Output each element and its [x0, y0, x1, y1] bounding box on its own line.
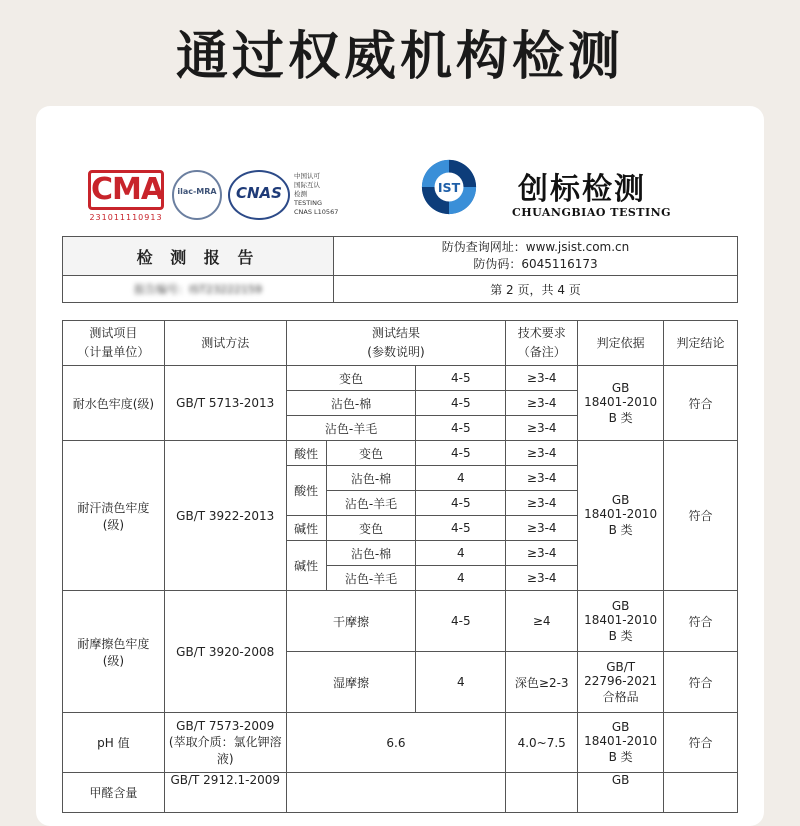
value-cell: 4-5 — [416, 416, 506, 441]
cma-logo — [88, 170, 164, 222]
method-line: GB/T 7573-2009 — [176, 718, 275, 733]
verify-url: 防伪查询网址：www.jsist.com.cn — [441, 240, 630, 254]
table-header-row — [63, 321, 738, 366]
item-line: (级) — [102, 517, 125, 532]
param-cell: 湿摩擦 — [286, 652, 416, 713]
item-sweat — [63, 441, 165, 591]
header-line: （计量单位） — [77, 345, 150, 359]
basis-line: GB — [611, 720, 630, 734]
basis-line: B 类 — [608, 628, 633, 643]
value-cell: 4 — [416, 652, 506, 713]
table-row — [63, 713, 738, 773]
param-cell: 变色 — [326, 516, 416, 541]
req-cell: ≥3-4 — [506, 516, 578, 541]
basis-line: GB — [611, 380, 630, 395]
table-row — [63, 591, 738, 652]
header-result — [286, 321, 506, 366]
req-cell: 4.0~7.5 — [506, 713, 578, 773]
table-row — [63, 441, 738, 466]
basis-line: GB — [611, 493, 630, 507]
method-ph — [164, 713, 286, 773]
conclusion-rub-wet: 符合 — [664, 652, 738, 713]
logo-row — [36, 106, 764, 236]
cma-mark: CMA — [88, 170, 164, 210]
basis-line: 18401-2010 — [584, 394, 658, 409]
basis-line: B 类 — [608, 410, 633, 425]
report-sheet — [36, 106, 764, 826]
value-cell: 4 — [416, 566, 506, 591]
value-cell: 4-5 — [416, 366, 506, 391]
basis-line: 18401-2010 — [584, 734, 658, 748]
ist-badge-text: IST — [437, 179, 461, 195]
header-item — [63, 321, 165, 366]
param-cell: 沾色-羊毛 — [326, 566, 416, 591]
req-cell: ≥3-4 — [506, 416, 578, 441]
cnas-logo — [228, 170, 290, 220]
basis-line: 18401-2010 — [584, 507, 658, 521]
item-line: (级) — [102, 653, 125, 668]
value-cell — [286, 773, 506, 813]
alkali-label: 碱性 — [286, 541, 326, 591]
conclusion-ph: 符合 — [664, 713, 738, 773]
method-line: (萃取介质：氯化钾溶 — [168, 734, 282, 749]
value-cell: 4 — [416, 466, 506, 491]
req-cell: ≥3-4 — [506, 366, 578, 391]
value-cell: 4-5 — [416, 441, 506, 466]
method-rub: GB/T 3920-2008 — [164, 591, 286, 713]
alkali-label: 碱性 — [286, 516, 326, 541]
security-code: 防伪码：6045116173 — [473, 257, 598, 271]
item-ph: pH 值 — [63, 713, 165, 773]
param-cell: 沾色-羊毛 — [326, 491, 416, 516]
ist-brand-name: 创标检测 — [518, 172, 646, 207]
cnas-caption-line: CNAS L10567 — [294, 208, 339, 216]
header-conclusion: 判定结论 — [664, 321, 738, 366]
basis-formaldehyde: GB — [578, 773, 664, 813]
basis-line: B 类 — [608, 750, 633, 764]
basis-line: GB/T — [606, 659, 636, 674]
req-cell: ≥3-4 — [506, 466, 578, 491]
header-line: 技术要求 — [517, 326, 566, 340]
conclusion-sweat: 符合 — [664, 441, 738, 591]
value-cell: 6.6 — [286, 713, 506, 773]
method-line: 液) — [216, 751, 234, 766]
basis-line: GB — [611, 598, 630, 613]
conclusion-rub-dry: 符合 — [664, 591, 738, 652]
report-number: 报告编号：IST23222159 — [134, 283, 262, 296]
item-line: 耐摩擦色牢度 — [77, 636, 150, 651]
req-cell: ≥3-4 — [506, 491, 578, 516]
page-headline: 通过权威机构检测 — [175, 27, 624, 87]
value-cell: 4 — [416, 541, 506, 566]
table-row — [63, 366, 738, 391]
header-line: 测试项目 — [89, 326, 138, 340]
conclusion-formaldehyde — [664, 773, 738, 813]
header-requirement — [506, 321, 578, 366]
conclusion-water: 符合 — [664, 366, 738, 441]
header-method: 测试方法 — [164, 321, 286, 366]
basis-line: 18401-2010 — [584, 612, 658, 627]
req-cell: ≥3-4 — [506, 441, 578, 466]
basis-line: 合格品 — [602, 689, 639, 704]
req-cell: ≥3-4 — [506, 391, 578, 416]
table-row — [63, 773, 738, 813]
ilac-label: ilac-MRA — [177, 187, 217, 196]
basis-ph — [578, 713, 664, 773]
item-water: 耐水色牢度(级) — [63, 366, 165, 441]
basis-sweat — [578, 441, 664, 591]
param-cell: 沾色-羊毛 — [286, 416, 416, 441]
param-cell: 变色 — [326, 441, 416, 466]
cnas-label: CNAS — [236, 184, 282, 202]
item-line: 耐汗渍色牢度 — [77, 500, 150, 515]
value-cell: 4-5 — [416, 516, 506, 541]
ilac-mra-logo — [172, 170, 222, 220]
acid-label: 酸性 — [286, 441, 326, 466]
param-cell: 干摩擦 — [286, 591, 416, 652]
header-basis: 判定依据 — [578, 321, 664, 366]
method-water: GB/T 5713-2013 — [164, 366, 286, 441]
basis-line: 22796-2021 — [584, 673, 658, 688]
req-cell: ≥3-4 — [506, 541, 578, 566]
param-cell: 沾色-棉 — [326, 541, 416, 566]
basis-rub-dry — [578, 591, 664, 652]
param-cell: 沾色-棉 — [326, 466, 416, 491]
basis-line: B 类 — [608, 523, 633, 537]
ist-logo-icon — [420, 158, 478, 216]
cnas-caption-line: 中国认可 — [294, 172, 320, 180]
value-cell: 4-5 — [416, 491, 506, 516]
header-line: (参数说明) — [367, 345, 425, 359]
value-cell: 4-5 — [416, 391, 506, 416]
req-cell — [506, 773, 578, 813]
ist-brand-english: CHUANGBIAO TESTING — [512, 206, 672, 219]
report-header-table — [62, 236, 738, 303]
cma-number: 231011110913 — [89, 213, 163, 222]
report-title: 检 测 报 告 — [63, 237, 334, 276]
req-cell: 深色≥2-3 — [506, 652, 578, 713]
req-cell: ≥4 — [506, 591, 578, 652]
item-rub — [63, 591, 165, 713]
page-info: 第 2 页，共 4 页 — [334, 276, 738, 303]
cnas-caption-line: TESTING — [294, 199, 322, 207]
item-formaldehyde: 甲醛含量 — [63, 773, 165, 813]
cnas-caption-line: 国际互认 — [294, 181, 320, 189]
param-cell: 变色 — [286, 366, 416, 391]
method-formaldehyde: GB/T 2912.1-2009 — [164, 773, 286, 813]
req-cell: ≥3-4 — [506, 566, 578, 591]
header-line: （备注） — [517, 345, 566, 359]
header-line: 测试结果 — [371, 326, 420, 340]
param-cell: 沾色-棉 — [286, 391, 416, 416]
basis-rub-wet — [578, 652, 664, 713]
report-number-cell — [63, 276, 334, 303]
basis-water — [578, 366, 664, 441]
test-results-table — [62, 320, 738, 813]
value-cell: 4-5 — [416, 591, 506, 652]
cnas-caption-line: 检测 — [294, 190, 307, 198]
cnas-caption — [294, 172, 364, 217]
acid-label: 酸性 — [286, 466, 326, 516]
report-verification — [334, 237, 738, 276]
method-sweat: GB/T 3922-2013 — [164, 441, 286, 591]
